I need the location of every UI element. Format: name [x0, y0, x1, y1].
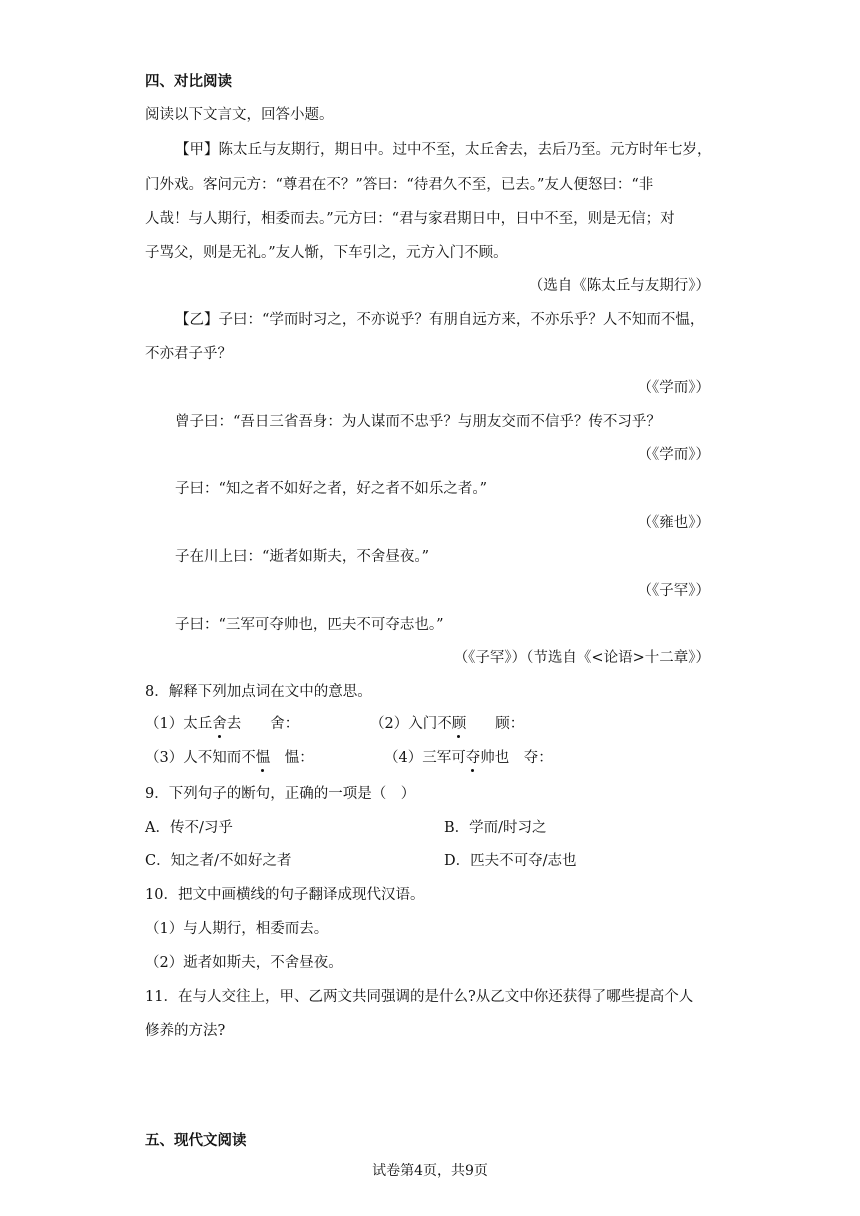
q8-item-3: [145, 748, 314, 768]
jia-line-3-end: ”元方曰：“君与家君期日中，日中不至，则是无信；对: [326, 211, 675, 227]
yi-underlined-sentence: 逝者如斯夫，不舍昼夜: [269, 549, 415, 565]
q10-item-2: （2）逝者如斯夫，不舍昼夜。: [145, 955, 343, 971]
q8-item-3-dotted-word: 愠: [255, 750, 271, 766]
jia-underlined-sentence: 与人期行，相委而去。: [188, 211, 327, 227]
q8-item-4-post: 帅也 夺：: [480, 750, 553, 766]
q8-item-4-pre: （4）三军可: [384, 750, 466, 766]
section4-instruction: 阅读以下文言文，回答小题。: [145, 107, 334, 123]
q8-item-3-pre: （3）人不知而不: [145, 750, 256, 766]
q8-item-1: [145, 714, 299, 734]
yi-source-3: （《雍也》）: [637, 515, 710, 531]
yi-source-1: （《学而》）: [637, 380, 710, 396]
q10-stem: 10．把文中画横线的句子翻译成现代汉语。: [145, 887, 425, 903]
q8-item-2-pre: （2）入门不: [370, 716, 452, 732]
q8-item-2-dotted-word: 顾: [451, 716, 467, 732]
jia-line-2: 门外戏。客问元方：“尊君在不？”答曰：“待君久不至，已去。”友人便怒曰：“非: [145, 177, 654, 193]
jia-source: （选自《陈太丘与友期行》）: [528, 278, 710, 294]
q9-option-d[interactable]: D．匹夫不可夺/志也: [444, 853, 577, 869]
q8-item-1-pre: （1）太丘: [145, 716, 213, 732]
yi-line-5-end: 。”: [414, 549, 430, 565]
q8-item-4: [384, 748, 553, 768]
jia-line-4: 子骂父，则是无礼。”友人惭，下车引之，元方入门不顾。: [145, 245, 508, 261]
jia-line-3-start: 人哉！: [145, 211, 189, 227]
q8-item-2: [370, 714, 524, 734]
yi-source-5: （《子罕》）（节选自《<论语>十二章》）: [453, 650, 710, 666]
q9-option-b[interactable]: B．学而/时习之: [444, 820, 547, 836]
q8-item-1-post: 去 舍：: [226, 716, 300, 732]
jia-line-3: [145, 209, 675, 229]
section5-title: 五、现代文阅读: [145, 1132, 247, 1149]
yi-line-3: 曾子曰：“吾日三省吾身：为人谋而不忠乎？与朋友交而不信乎？传不习乎？: [175, 414, 661, 430]
yi-line-2: 不亦君子乎？: [145, 346, 232, 362]
q9-stem: 9．下列句子的断句，正确的一项是（ ）: [145, 786, 416, 802]
q8-item-2-post: 顾：: [466, 716, 525, 732]
page-footer: 试卷第4页，共9页: [372, 1163, 488, 1179]
q9-option-c[interactable]: C．知之者/不如好之者: [145, 853, 292, 869]
yi-line-5-start: 子在川上曰：“: [175, 549, 270, 565]
yi-line-6: 子曰：“三军可夺帅也，匹夫不可夺志也。”: [175, 617, 444, 633]
yi-line-5: [175, 547, 429, 567]
q8-item-3-post: 愠：: [270, 750, 314, 766]
q9-option-a[interactable]: A．传不/习乎: [145, 820, 233, 836]
q8-item-4-dotted-word: 夺: [465, 750, 481, 766]
q11-line-2: 修养的方法?: [145, 1023, 226, 1039]
jia-line-1: 【甲】陈太丘与友期行，期日中。过中不至，太丘舍去，去后乃至。元方时年七岁，: [175, 142, 712, 158]
yi-line-1: 【乙】子曰：“学而时习之，不亦说乎？有朋自远方来，不亦乐乎？人不知而不愠，: [175, 312, 705, 328]
q11-line-1: 11．在与人交往上，甲、乙两文共同强调的是什么?从乙文中你还获得了哪些提高个人: [145, 989, 694, 1005]
yi-source-4: （《子罕》）: [637, 583, 710, 599]
q8-stem: 8．解释下列加点词在文中的意思。: [145, 684, 372, 700]
q10-item-1: （1）与人期行，相委而去。: [145, 921, 329, 937]
q8-item-1-dotted-word: 舍: [212, 716, 227, 732]
yi-source-2: （《学而》）: [637, 447, 710, 463]
yi-line-4: 子曰：“知之者不如好之者，好之者不如乐之者。”: [175, 481, 488, 497]
section4-title: 四、对比阅读: [145, 73, 232, 90]
